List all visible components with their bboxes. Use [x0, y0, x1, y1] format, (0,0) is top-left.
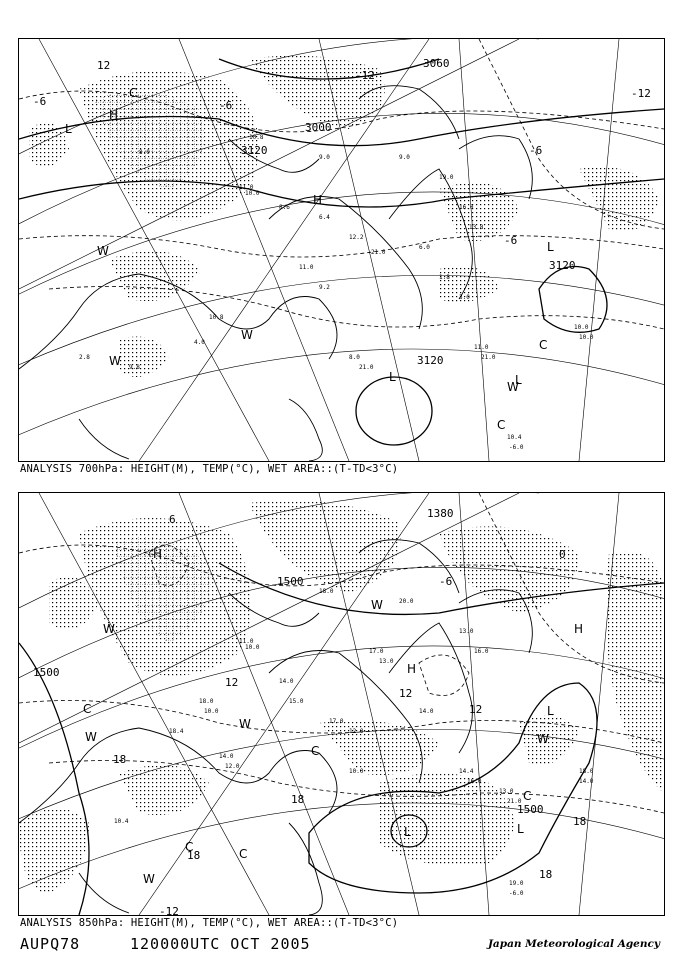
svg-text:14.0: 14.0: [579, 778, 594, 785]
svg-text:10.0: 10.0: [245, 644, 260, 651]
temperature-label: -6: [504, 234, 518, 247]
svg-text:13.0: 13.0: [499, 788, 514, 795]
map-700hpa-canvas: [19, 39, 664, 461]
high-center: H: [109, 108, 119, 122]
temperature-label: -6: [439, 575, 453, 588]
svg-text:16.0: 16.0: [459, 204, 474, 211]
low-center: L: [389, 370, 396, 384]
svg-text:13.0: 13.0: [459, 628, 474, 635]
warm-center: W: [85, 730, 97, 744]
svg-text:15.0: 15.0: [289, 698, 304, 705]
high-center: H: [574, 622, 584, 636]
svg-text:8.0: 8.0: [349, 354, 360, 361]
warm-center: W: [97, 244, 109, 258]
svg-text:10.0: 10.0: [204, 708, 219, 715]
svg-text:18.0: 18.0: [319, 588, 334, 595]
svg-text:9.0: 9.0: [399, 154, 410, 161]
svg-text:-6.0: -6.0: [509, 890, 524, 897]
svg-text:17.0: 17.0: [329, 718, 344, 725]
temperature-label: -12: [159, 905, 179, 915]
warm-center: W: [239, 717, 251, 731]
caption-850hpa: ANALYSIS 850hPa: HEIGHT(M), TEMP(°C), WET AREA::(T-TD<3°C): [20, 917, 399, 929]
svg-text:10.0: 10.0: [579, 334, 594, 341]
svg-text:19.0: 19.0: [439, 174, 454, 181]
caption-700hpa: ANALYSIS 700hPa: HEIGHT(M), TEMP(°C), WET AREA::(T-TD<3°C): [20, 463, 399, 475]
svg-text:12.0: 12.0: [349, 728, 364, 735]
cold-center: C: [129, 86, 138, 100]
temperature-label: 12: [399, 687, 413, 700]
svg-text:10.0: 10.0: [574, 324, 589, 331]
svg-text:12.0: 12.0: [225, 763, 240, 770]
svg-text:1.8: 1.8: [439, 274, 450, 281]
svg-text:21.0: 21.0: [359, 364, 374, 371]
svg-text:14.0: 14.0: [279, 678, 294, 685]
wet-areas: [19, 501, 664, 894]
svg-text:12.2: 12.2: [349, 234, 364, 241]
svg-text:11.0: 11.0: [239, 184, 254, 191]
svg-text:2.8: 2.8: [79, 354, 90, 361]
cold-center: C: [523, 789, 532, 803]
svg-text:-6.0: -6.0: [509, 444, 524, 451]
bulletin-code: AUPQ78: [20, 935, 81, 953]
contour-label: 3120: [549, 259, 576, 272]
svg-text:3.0: 3.0: [459, 294, 470, 301]
svg-text:21.0: 21.0: [507, 798, 522, 805]
analysis-time: 120000UTC OCT 2005: [130, 935, 311, 953]
low-center: L: [547, 240, 554, 254]
map-850hpa-canvas: [19, 493, 664, 915]
low-center: L: [65, 122, 72, 136]
svg-text:21.0: 21.0: [371, 249, 386, 256]
svg-text:11.0: 11.0: [299, 264, 314, 271]
low-center: L: [547, 704, 554, 718]
svg-text:6.4: 6.4: [319, 214, 330, 221]
svg-text:13.8: 13.8: [469, 224, 484, 231]
warm-center: W: [103, 622, 115, 636]
temperature-label: -6: [529, 144, 543, 157]
svg-text:10.0: 10.0: [349, 768, 364, 775]
svg-text:9.2: 9.2: [319, 284, 330, 291]
svg-text:20.0: 20.0: [399, 598, 414, 605]
svg-text:21.0: 21.0: [481, 354, 496, 361]
contour-label: 3120: [241, 144, 268, 157]
temperature-label: 12: [97, 59, 111, 72]
agency-credit: Japan Meteorological Agency: [487, 938, 660, 950]
temperature-label: 6: [169, 513, 176, 526]
svg-text:8.0: 8.0: [139, 149, 150, 156]
warm-center: W: [109, 354, 121, 368]
svg-text:10.4: 10.4: [507, 434, 522, 441]
svg-text:4.0: 4.0: [194, 339, 205, 346]
svg-text:9.0: 9.0: [319, 154, 330, 161]
svg-text:11.0: 11.0: [474, 344, 489, 351]
temperature-label: -12: [355, 69, 375, 82]
svg-text:11.0: 11.0: [239, 638, 254, 645]
svg-text:14.4: 14.4: [459, 768, 474, 775]
contour-label: 3000: [305, 121, 332, 134]
temperature-label: -6: [219, 99, 233, 112]
temperature-label: 18: [539, 868, 553, 881]
contour-label: 1380: [427, 507, 454, 520]
temperature-label: 18: [187, 849, 201, 862]
svg-text:17.0: 17.0: [369, 648, 384, 655]
contour-label: 3060: [423, 57, 450, 70]
svg-text:16.0: 16.0: [474, 648, 489, 655]
cold-center: C: [239, 847, 248, 861]
cold-center: C: [497, 418, 506, 432]
temperature-label: 18: [573, 815, 587, 828]
cold-center: C: [311, 744, 320, 758]
svg-text:19.0: 19.0: [509, 880, 524, 887]
high-center: H: [313, 193, 323, 207]
svg-text:18.0: 18.0: [579, 768, 594, 775]
low-center: L: [517, 822, 524, 836]
cold-center: C: [185, 840, 194, 854]
svg-text:10.0: 10.0: [245, 190, 260, 197]
cold-center: C: [83, 702, 92, 716]
low-center: L: [404, 825, 411, 839]
svg-text:13.0: 13.0: [379, 658, 394, 665]
contour-label: 3120: [417, 354, 444, 367]
svg-text:18.4: 18.4: [169, 728, 184, 735]
low-center: L: [515, 373, 522, 387]
temperature-label: 18: [113, 753, 127, 766]
temperature-label: 12: [469, 703, 483, 716]
warm-center: W: [143, 872, 155, 886]
warm-center: W: [537, 732, 549, 746]
temperature-label: 18: [291, 793, 305, 806]
svg-text:14.0: 14.0: [219, 753, 234, 760]
cold-center: C: [539, 338, 548, 352]
high-center: H: [153, 547, 163, 561]
temperature-label: -12: [631, 87, 651, 100]
high-center: H: [407, 662, 417, 676]
svg-text:8.6: 8.6: [279, 204, 290, 211]
svg-text:18.0: 18.0: [199, 698, 214, 705]
svg-text:10.8: 10.8: [249, 134, 264, 141]
map-850hpa: [18, 492, 665, 916]
svg-text:10.8: 10.8: [209, 314, 224, 321]
contour-label: 1500: [33, 666, 60, 679]
svg-text:9.8: 9.8: [129, 364, 140, 371]
map-700hpa: [18, 38, 665, 462]
contour-label: 1500: [277, 575, 304, 588]
svg-text:10.4: 10.4: [114, 818, 129, 825]
temperature-label: 0: [559, 548, 566, 561]
svg-text:14.0: 14.0: [419, 708, 434, 715]
warm-center: W: [241, 328, 253, 342]
svg-text:6.0: 6.0: [419, 244, 430, 251]
svg-text:16.0: 16.0: [467, 778, 482, 785]
temperature-label: -6: [33, 95, 47, 108]
temperature-label: 12: [225, 676, 239, 689]
warm-center: W: [371, 598, 383, 612]
contour-label: 1500: [517, 803, 544, 816]
warm-center: W: [507, 380, 519, 394]
